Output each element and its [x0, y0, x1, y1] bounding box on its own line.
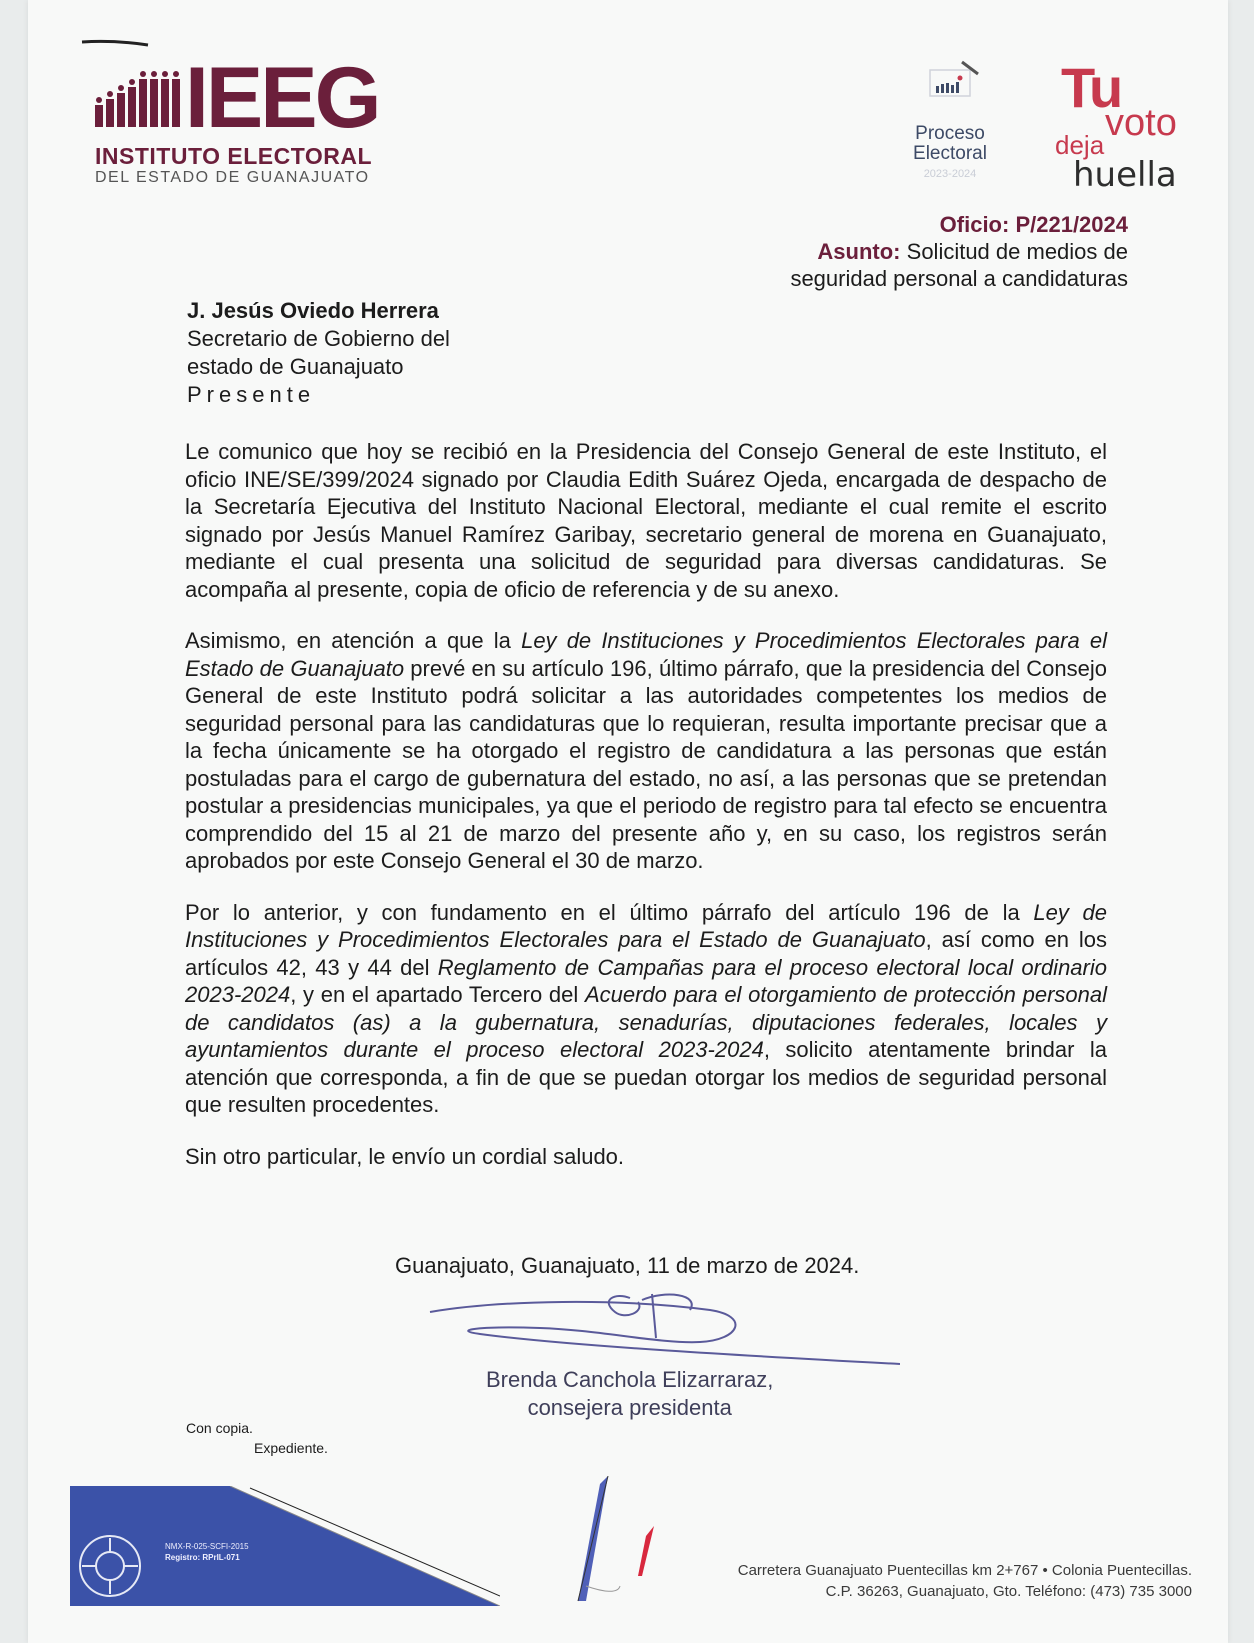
- ieeg-acronym: IEEG: [185, 50, 379, 146]
- p3-text-a: Por lo anterior, y con fundamento en el último párrafo del artículo 196 de la: [185, 899, 1034, 925]
- letter-body: [185, 438, 1107, 1194]
- reference-block: [790, 211, 1128, 292]
- ieeg-people-bars-icon: [95, 69, 183, 131]
- p3-text-b: , así como en los artículos 42, 43 y 44 del: [185, 927, 1107, 980]
- cert-norm: NMX-R-025-SCFI-2015: [165, 1542, 249, 1551]
- footer-flag-graphic: [548, 1476, 658, 1606]
- p3-law-title: Ley de Instituciones y Procedimientos Electorales para el Estado de Guanajuato: [185, 899, 1107, 952]
- footer-address: [738, 1560, 1192, 1602]
- slogan-tu: Tu: [1061, 56, 1122, 119]
- asunto-value-line1: Solicitud de medios de: [906, 239, 1128, 264]
- p2-law-title: Ley de Instituciones y Procedimientos Electorales para el Estado de Guanajuato: [185, 628, 1107, 681]
- pen-stroke-mark: [80, 38, 150, 48]
- asunto-value-line2: seguridad personal a candidaturas: [790, 266, 1128, 291]
- signer-name: Brenda Canchola Elizarraraz,: [486, 1367, 774, 1392]
- proceso-years: 2023-2024: [923, 168, 977, 180]
- p2-text-b: prevé en su artículo 196, último párrafo, que la presidencia del Consejo General de este Instituto podrá solicitar a las autoridades competentes los medios de seguridad personal para las candidaturas que lo requieran, resulta importante precisar que a la fecha únicamente se ha otorgado el registro de candidatura a las personas que están postuladas para el cargo de gubernatura del estado, no así, a las personas que se pretendan postular a presidencias municipales, ya que el periodo de registro para tal efecto se encuentra comprendido del 15 al 21 de marzo del presente año y, en su caso, los registros serán aprobados por este Consejo General el 30 de marzo.: [185, 655, 1107, 873]
- addressee-presente: Presente: [187, 382, 316, 407]
- signer-block: [486, 1366, 773, 1422]
- proceso-line2: Electoral: [913, 143, 987, 164]
- slogan-huella: huella: [1073, 155, 1177, 195]
- paragraph-1: Le comunico que hoy se recibió en la Presidencia del Consejo General de este Instituto, el oficio INE/SE/399/2024 signado por Claudia Edith Suárez Ojeda, encargada de despacho de la Secretaría Ejecutiva del Instituto Nacional Electoral, mediante el cual remite el escrito signado por Jesús Manuel Ramírez Garibay, secretario general de morena en Guanajuato, mediante el cual presenta una solicitud de seguridad para diversas candidaturas. Se acompaña al presente, copia de oficio de referencia y de su anexo.: [185, 439, 1107, 602]
- place-date: Guanajuato, Guanajuato, 11 de marzo de 2024.: [395, 1253, 860, 1278]
- proceso-line1: Proceso: [915, 123, 985, 144]
- ballot-box-icon: [900, 60, 1000, 120]
- proceso-electoral-logo: [900, 60, 1000, 185]
- oficio-value: P/221/2024: [1015, 212, 1128, 237]
- addressee-title-line1: Secretario de Gobierno del: [187, 326, 450, 351]
- tu-voto-deja-huella-logo: [1055, 56, 1185, 200]
- paragraph-3: [185, 899, 1107, 1119]
- addressee-title-line2: estado de Guanajuato: [187, 354, 404, 379]
- oficio-label: Oficio:: [939, 212, 1010, 237]
- paragraph-2: [185, 627, 1107, 875]
- cc-item: Expediente.: [254, 1440, 328, 1456]
- institute-name-line1: INSTITUTO ELECTORAL: [95, 143, 372, 169]
- copy-block: [186, 1420, 328, 1456]
- cc-label: Con copia.: [186, 1420, 253, 1436]
- addressee-name: J. Jesús Oviedo Herrera: [187, 298, 439, 323]
- ieeg-logo: [95, 50, 395, 195]
- paragraph-4: Sin otro particular, le envío un cordial saludo.: [185, 1143, 625, 1169]
- p2-text-a: Asimismo, en atención a que la: [185, 628, 522, 653]
- address-line1: Carretera Guanajuato Puentecillas km 2+767 • Colonia Puentecillas.: [737, 1562, 1192, 1579]
- asunto-label: Asunto:: [817, 239, 901, 264]
- p3-reglamento-title: Reglamento de Campañas para el proceso electoral local ordinario 2023-2024: [185, 954, 1107, 1007]
- cert-registro: Registro: RPrIL-071: [165, 1553, 240, 1562]
- address-line2: C.P. 36263, Guanajuato, Gto. Teléfono: (473) 735 3000: [825, 1583, 1192, 1600]
- addressee-block: [187, 297, 450, 409]
- institute-name-line2: DEL ESTADO DE GUANAJUATO: [95, 169, 370, 186]
- slogan-deja: deja: [1055, 130, 1105, 160]
- p3-text-d: , solicito atentamente brindar la atención que corresponda, a fin de que se puedan otorgar los medios de seguridad personal que resulten procedentes.: [185, 1037, 1107, 1117]
- certification-text: [165, 1541, 289, 1563]
- p3-acuerdo-title: Acuerdo para el otorgamiento de protección personal de candidatos (as) a la gubernatura, senadurías, diputaciones federales, locales y ayuntamientos durante el proceso electoral 2023-2024: [185, 982, 1107, 1062]
- p3-text-c: , y en el apartado Tercero del: [290, 982, 585, 1007]
- slogan-voto: voto: [1105, 102, 1177, 144]
- signer-role: consejera presidenta: [527, 1395, 732, 1420]
